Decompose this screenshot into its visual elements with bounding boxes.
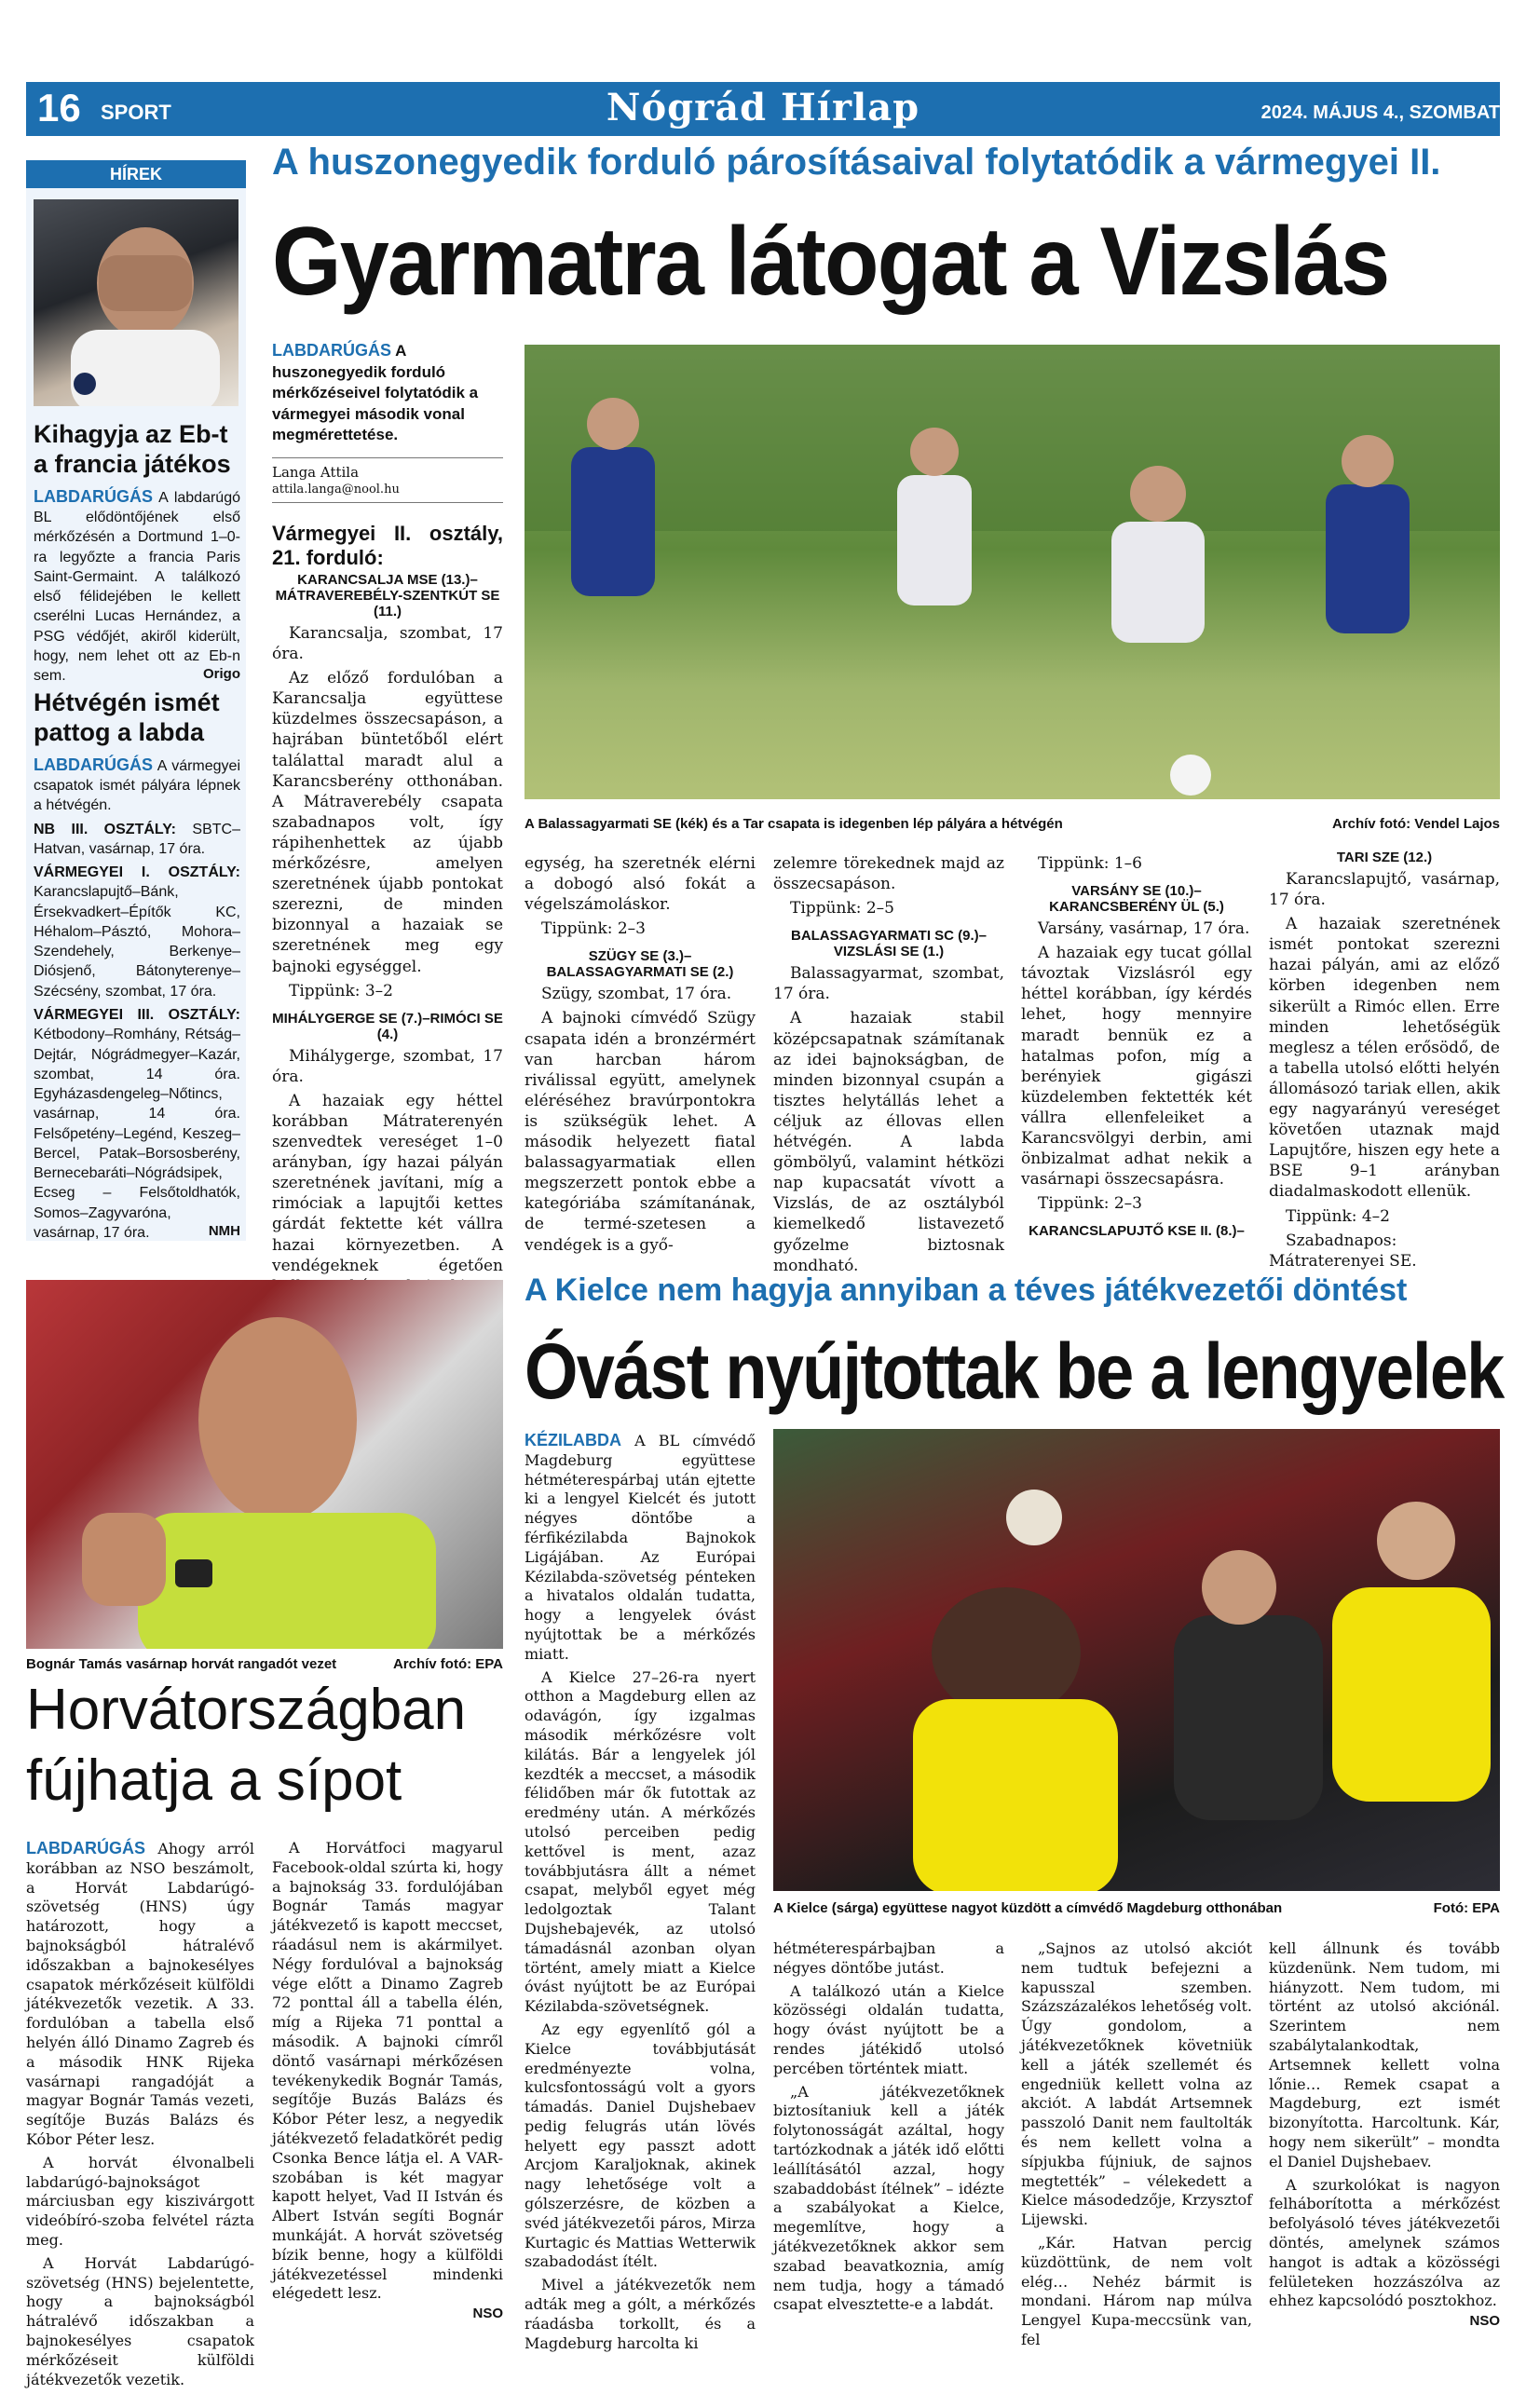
match-title: BALASSAGYARMATI SC (9.)–VIZSLÁSI SE (1.) bbox=[790, 928, 988, 960]
paragraph: Az előző fordulóban a Karancsalja együttese küzdelmes összecsapáson, a hajrában büntetőből elért találattal maradt alul a Karancsberény otthonában. A Mátraverebély csapata szabadnapos volt, így rápihenhettek az újabb mérkőzésre, amelyen szeretnének újabb pontokat szerezni, de minden bizonnyal a hazaiak se szeretnének meg egy bajnoki egységgel. bbox=[272, 669, 503, 976]
match-title: SZÜGY SE (3.)–BALASSAGYARMATI SE (2.) bbox=[546, 948, 734, 981]
paragraph: A Horvát Labdarúgó-szövetség (HNS) bejelentette, hogy a bajnokságból hátralévő időszakban a bajnokesélyes csapatok mérkőzéseit külföldi játékvezetők vezetik. bbox=[26, 2253, 254, 2388]
news-photo bbox=[34, 199, 238, 406]
referee-photo bbox=[26, 1280, 503, 1649]
match-title: TARI SZE (12.) bbox=[1336, 850, 1433, 865]
hand-kicker: KÉZILABDA bbox=[525, 1431, 621, 1449]
hand-col-1 bbox=[525, 1427, 756, 2353]
referee-kicker: LABDARÚGÁS bbox=[26, 1839, 145, 1857]
paragraph: A szurkolókat is nagyon felháborította a mérkőzést befolyásoló téves játékvezetői döntés, amelynek számos hangot is adtak a közösségi felületeken hozzászólva az ehhez kapcsolódó posztokhoz. bbox=[1269, 2175, 1500, 2310]
section-label: SPORT bbox=[101, 101, 171, 124]
paragraph: Ahogy arról korábban az NSO beszámolt, a Horvát Labdarúgó-szövetség (HNS) úgy határozott, hogy a bajnokságból hátralévő időszakban a bajnokesélyes csapatok mérkőzéseit külföldi játékvezetők vezetik. A 33. fordulóban a tabella első helyén álló Dinamo Zagreb és a második HNK Rijeka vasárnapi rangadóját a magyar Bognár Tamás vezeti, segítője Buzás Balázs és Kóbor Péter lesz. bbox=[26, 1840, 254, 2148]
top-col-3 bbox=[773, 850, 1004, 1276]
paragraph: A Kielce 27–26-ra nyert otthon a Magdeburg ellen az odavágón, így izgalmas második mérkőzésre volt kilátás. Bár a lengyelek jól kezdték a meccset, a második félidőben már ők futottak az eredmény után. A mérkőzés utolsó perceiben pedig kettővel is ment, azaz továbbjutásra állt a német csapat, melyből egyet még ledolgoztak Talant Dujshebajevék, az utolsó támadásnál azonban olyan történt, amely miatt a Kielce óvást nyújtott be az Európai Kézilabda-szövetségnek. bbox=[525, 1667, 756, 2016]
news-item-body: A vármegyei csapatok ismét pályára lépnek a hétvégén. bbox=[34, 757, 240, 814]
paragraph: Mivel a játékvezetők nem adták meg a gólt, a mérkőzés ráadásba torkollt, és a Magdeburg harcolta ki bbox=[525, 2276, 756, 2352]
referee-silhouette bbox=[26, 1280, 503, 1649]
news-item-kicker: LABDARÚGÁS bbox=[34, 486, 153, 506]
issue-date: 2024. MÁJUS 4., SZOMBAT bbox=[1260, 102, 1500, 123]
match-title: MIHÁLYGERGE SE (7.)–RIMÓCI SE (4.) bbox=[272, 1010, 503, 1042]
lead-text: A huszonegyedik forduló mérkőzéseivel folytatódik a vármegyei második vonal megmérettetése. bbox=[272, 342, 479, 444]
news-item-title: Kihagyja az Eb-t a francia játékos bbox=[34, 420, 231, 479]
referee-photo-caption: Bognár Tamás vasárnap horvát rangadót vezet bbox=[26, 1656, 337, 1672]
top-lead bbox=[272, 341, 503, 503]
paragraph: Tippünk: 2–3 bbox=[541, 919, 647, 939]
paragraph: hétméterespárbajban a négyes döntőbe jutást. bbox=[773, 1939, 1004, 1977]
top-photo bbox=[525, 345, 1500, 799]
football-scene bbox=[525, 345, 1500, 799]
top-col-4 bbox=[1021, 850, 1252, 1239]
paragraph: kell állnunk és tovább küzdenünk. Nem tudom, mi hiányzott. Nem tudom, mi történt az utolsó akciónál. Szerintem nem szabálytalankodtak, Artsemnek kellett volna lőnie… Remek csapat a Magdeburg, ezt ismét bizonyította. Harcoltunk. Kár, hogy nem sikerült” – mondta el Daniel Dujshebaev. bbox=[1269, 1939, 1500, 2170]
paragraph: Karancsalja, szombat, 17 óra. bbox=[272, 624, 503, 664]
news-tab: HÍREK bbox=[26, 160, 246, 188]
news-item-body: A labdarúgó BL elődöntőjének első mérkőzésén a Dortmund 1–0-ra legyőzte a francia Paris Saint-Germaint. A találkozó első félidejében le kellett cserélni Lucas Hernández, a PSG védőjét, akiről kiderült, hogy, nem lehet ott az Eb-n sem. bbox=[34, 489, 240, 685]
hand-byline: NSO bbox=[1469, 2313, 1500, 2330]
hand-col-3 bbox=[1021, 1936, 1252, 2350]
paragraph: Tippünk: 1–6 bbox=[1038, 854, 1143, 873]
paragraph: A hazaiak egy héttel korábban Mátraterenyén szenvedtek vereséget 1–0 arányban, így hazai pályán szeretnének javítani, míg a rimóciak a lapujtői kettes gárdát fektette két vállra hazai környezetben. A vendégeknek égetően bbox=[272, 1091, 503, 1275]
newspaper-brand: Nógrád Hírlap bbox=[606, 86, 920, 129]
paragraph: A horvát élvonalbeli labdarúgó-bajnokságot márciusban egy kiszivárgott videóbíró-szoba felvétel rázta meg. bbox=[26, 2153, 254, 2249]
paragraph: „A játékvezetőknek biztosítaniuk kell a játék folytonosságát azáltal, hogy tartózkodnak a játék idő előtti leállításától azzal, hogy szabaddobást ítélnek” – idézte a szabályokat a Kielce, megemlítve, hogy a játékvezetőknek akkor sem szabad beavatkoznia, amíg nem tudja, hogy a támadó csapat elvesztette-e a labdát. bbox=[773, 2082, 1004, 2314]
paragraph: Mihálygerge, szombat, 17 óra. bbox=[272, 1046, 503, 1086]
paragraph: A BL címvédő Magdeburg együttese hétméterespárbaj után ejtette ki a lengyel Kielcét és jutott négyes döntőbe a férfikézilabda Bajnokok Ligájában. Az Európai Kézilabda-szövetség pénteken a hivatalos oldalán tudatta, hogy a lengyelek óvást nyújtottak be a mérkőzés miatt. bbox=[525, 1432, 756, 1663]
paragraph: A bajnoki címvédő Szügy csapata idén a bronzérmért van harcban három riválissal együtt, amelynek eléréséhez bravúrpontokra is szükségük lehet. A második helyezett fiatal balassagyarmatiak ellen megszerzett pontok ebbe a kategóriába számítanának, de termé-szetesen a vendégek is a győ- bbox=[525, 1009, 756, 1255]
author-name: Langa Attila bbox=[272, 457, 503, 481]
paragraph: egység, ha szeretnék elérni a dobogó alsó fokát a végelszámoláskor. bbox=[525, 854, 756, 915]
paragraph: A hazaiak egy tucat góllal távoztak Vizslásról egy héttel korábban, így kérdés lehet, hogy mennyire maradt bennük ez a hatalmas pofon, míg a berényiek gigászi küzdelemben fektették két vállra ellenfeleiket a Karancsvölgyi derbin, ami önbizalmat adhat nekik a vasárnapi összecsapásra. bbox=[1021, 944, 1252, 1190]
paragraph: Tippünk: 4–2 bbox=[1286, 1206, 1391, 1226]
page-number: 16 bbox=[37, 86, 81, 129]
paragraph: A Horvátfoci magyarul Facebook-oldal szúrta ki, hogy a bajnokság 33. fordulójában Bognár Tamás magyar játékvezető is kapott meccset, ráadásul nem is akármilyet. Négy fordulóval a bajnokság vége előtt a Dinamo Zagreb 72 ponttal áll a tabella élén, míg a Rijeka 71 ponttal a második. A bajnoki címről döntő vasárnapi mérkőzésen tevékenykedik Bognár Tamás, segítője Buzás Balázs és Kóbor Péter lesz, a negyedik játékvezető feladatkörét pedig Csonka Bence látja el. A VAR-szobában is két magyar kapott helyet, Vad II István és Albert István segíti Bognár munkáját. A horvát szövetség bízik benne, hogy a külföldi játékvezetéssel mindenki elégedett lesz. bbox=[272, 1839, 503, 2303]
news-item-1 bbox=[34, 419, 240, 686]
referee-headline-line: Horvátországban bbox=[26, 1678, 467, 1742]
top-col-2 bbox=[525, 850, 756, 1256]
top-col-1 bbox=[272, 522, 503, 1297]
paragraph: Az egy egyenlítő gól a Kielce továbbjutását eredményezte volna, kulcsfontosságú volt a gyors támadás. Daniel Dujshebaev pedig felugrás után lövés helyett egy passzt adott Arcjom Karaljoknak, akinek nagy lehetősége volt a gólszerzésre, de közben a svéd játékvezetői páros, Mirza Kurtagic és Mattias Wetterwik szabadodást ítélt. bbox=[525, 2020, 756, 2271]
match-title: KARANCSLAPUJTŐ KSE II. (8.)– bbox=[1029, 1223, 1245, 1240]
top-photo-caption: A Balassagyarmati SE (kék) és a Tar csapata is idegenben lép pályára a hétvégén bbox=[525, 816, 1063, 832]
match-title: VARSÁNY SE (10.)–KARANCSBERÉNY ÜL (5.) bbox=[1049, 883, 1224, 916]
hand-photo bbox=[773, 1429, 1500, 1891]
top-col-5 bbox=[1269, 850, 1500, 1272]
news-item-byline: NMH bbox=[208, 1222, 240, 1239]
news-item-byline: Origo bbox=[203, 666, 240, 683]
fixture-label: VÁRMEGYEI III. OSZTÁLY: bbox=[34, 1006, 240, 1023]
fixture-text: SBTC–Hatvan, vasárnap, 17 óra. bbox=[34, 821, 240, 857]
top-subheadline: A huszonegyedik forduló párosításaival folytatódik a vármegyei II. bbox=[272, 142, 1441, 183]
paragraph: Szabadnapos: Mátraterenyei SE. bbox=[1269, 1231, 1417, 1271]
paragraph: zelemre törekednek majd az összecsapáson. bbox=[773, 854, 1004, 894]
paragraph: Karancslapujtő, vasárnap, 17 óra. bbox=[1269, 870, 1500, 910]
paragraph: Varsány, vasárnap, 17 óra. bbox=[1038, 919, 1250, 939]
hand-col-4 bbox=[1269, 1936, 1500, 2329]
player-silhouette bbox=[34, 199, 238, 406]
referee-col-2 bbox=[272, 1835, 503, 2321]
paragraph: „Kár. Hatvan percig küzdöttünk, de nem volt elég… Nehéz bármit is mondani. Három nap múlva Lengyel Kupa-meccsünk van, fel bbox=[1021, 2233, 1252, 2348]
match-title: KARANCSALJA MSE (13.)–MÁTRAVEREBÉLY-SZENTKÚT SE (11.) bbox=[275, 572, 500, 619]
news-item-title: Hétvégén ismét pattog a labda bbox=[34, 688, 220, 747]
hand-subheadline: A Kielce nem hagyja annyiban a téves játékvezetői döntést bbox=[525, 1272, 1408, 1308]
hand-headline: Óvást nyújtottak be a lengyelek bbox=[525, 1327, 1504, 1415]
top-photo-credit: Archív fotó: Vendel Lajos bbox=[1331, 816, 1500, 832]
news-item-2 bbox=[34, 687, 240, 1243]
fixture-label: VÁRMEGYEI I. OSZTÁLY: bbox=[34, 864, 240, 881]
handball-scene bbox=[773, 1429, 1500, 1891]
paragraph: „Sajnos az utolsó akciót nem tudtuk befejezni a kapusszal szemben. Százszázalékos lehetőség volt. Úgy gondolom, a játékvezetőknek követniük kell a játék szellemét és engedniük kellett volna az akciót. A labdát Artsemnek passzoló Danit nem faultolták és nem kellett volna a sípjukba fújniuk, de sajnos megtették” – vélekedett a Kielce másodedzője, Krzysztof Lijewski. bbox=[1021, 1939, 1252, 2229]
referee-headline bbox=[26, 1675, 466, 1816]
hand-col-2 bbox=[773, 1936, 1004, 2315]
paragraph: Tippünk: 2–5 bbox=[790, 899, 895, 918]
paragraph: Szügy, szombat, 17 óra. bbox=[541, 985, 732, 1004]
referee-byline: NSO bbox=[472, 2306, 503, 2322]
paragraph: A hazaiak szeretnének ismét pontokat szerezni hazai pályán, ami az előző körben idegenben nem sikerült a Rimóc ellen. Erre minden lehetőségük meglesz a télen erősödő, de a tabella utolsó előtti helyén állomásozó tariak ellen, akik egy nagyarányú vereséget követően utaznak majd Lapujtőre, hiszen egy hete a BSE 9–1 arányban diadalmaskodott ellenük. bbox=[1269, 915, 1500, 1202]
fixture-text: Kétbodony–Romhány, Rétság–Dejtár, Nógrádmegyer–Kazár, szombat, 14 óra. Egyházasdengeleg–Nőtincs, vasárnap, 14 óra. Felsőpetény–Legénd, Keszeg–Bercel, Patak–Borsosberény, Bernecebaráti–Nógrádsipek, Ecseg – Felsőtoldhatók, Somos–Zagyvaróna, vasárnap, 17 óra. bbox=[34, 1027, 240, 1241]
author-email: attila.langa@nool.hu bbox=[272, 483, 503, 503]
paragraph: A hazaiak stabil középcsapatnak számítanak az idei bajnokságban, de minden bizonnyal csupán a tisztes helytállás lehet a céljuk az éllovas ellen hétvégén. A labda gömbölyű, valamint hétközi nap kupacsatát vívott a Vizslás, de az osztályból kiemelkedő listavezető győzelme biztosnak mondható. bbox=[773, 1009, 1004, 1275]
referee-headline-line: fújhatja a sípot bbox=[26, 1748, 402, 1813]
paragraph: Balassagyarmat, szombat, 17 óra. bbox=[773, 964, 1004, 1004]
paragraph: Tippünk: 3–2 bbox=[289, 981, 394, 1000]
paragraph: Tippünk: 2–3 bbox=[1038, 1194, 1143, 1214]
news-item-kicker: LABDARÚGÁS bbox=[34, 755, 153, 774]
fixture-label: NB III. OSZTÁLY: bbox=[34, 821, 177, 837]
referee-col-1 bbox=[26, 1835, 254, 2389]
hand-photo-caption: A Kielce (sárga) együttese nagyot küzdött a címvédő Magdeburg otthonában bbox=[773, 1900, 1283, 1916]
referee-photo-credit: Archív fotó: EPA bbox=[392, 1656, 503, 1672]
paragraph: A találkozó után a Kielce közösségi oldalán tudatta, hogy óvást nyújtott be a rendes játékidő utolsó percében történtek miatt. bbox=[773, 1981, 1004, 2077]
fixture-text: Karancslapujtő–Bánk, Érsekvadkert–Építők KC, Héhalom–Pásztó, Mohora–Szendehely, Berkenye–Diósjenő, Bátonyterenye–Szécsény, szombat, 17 óra. bbox=[34, 884, 240, 1000]
lead-kicker: LABDARÚGÁS bbox=[272, 341, 391, 360]
hand-photo-credit: Fotó: EPA bbox=[1433, 1900, 1500, 1916]
top-headline: Gyarmatra látogat a Vizslás bbox=[272, 208, 1389, 316]
round-title: Vármegyei II. osztály, 21. forduló: bbox=[272, 522, 503, 569]
